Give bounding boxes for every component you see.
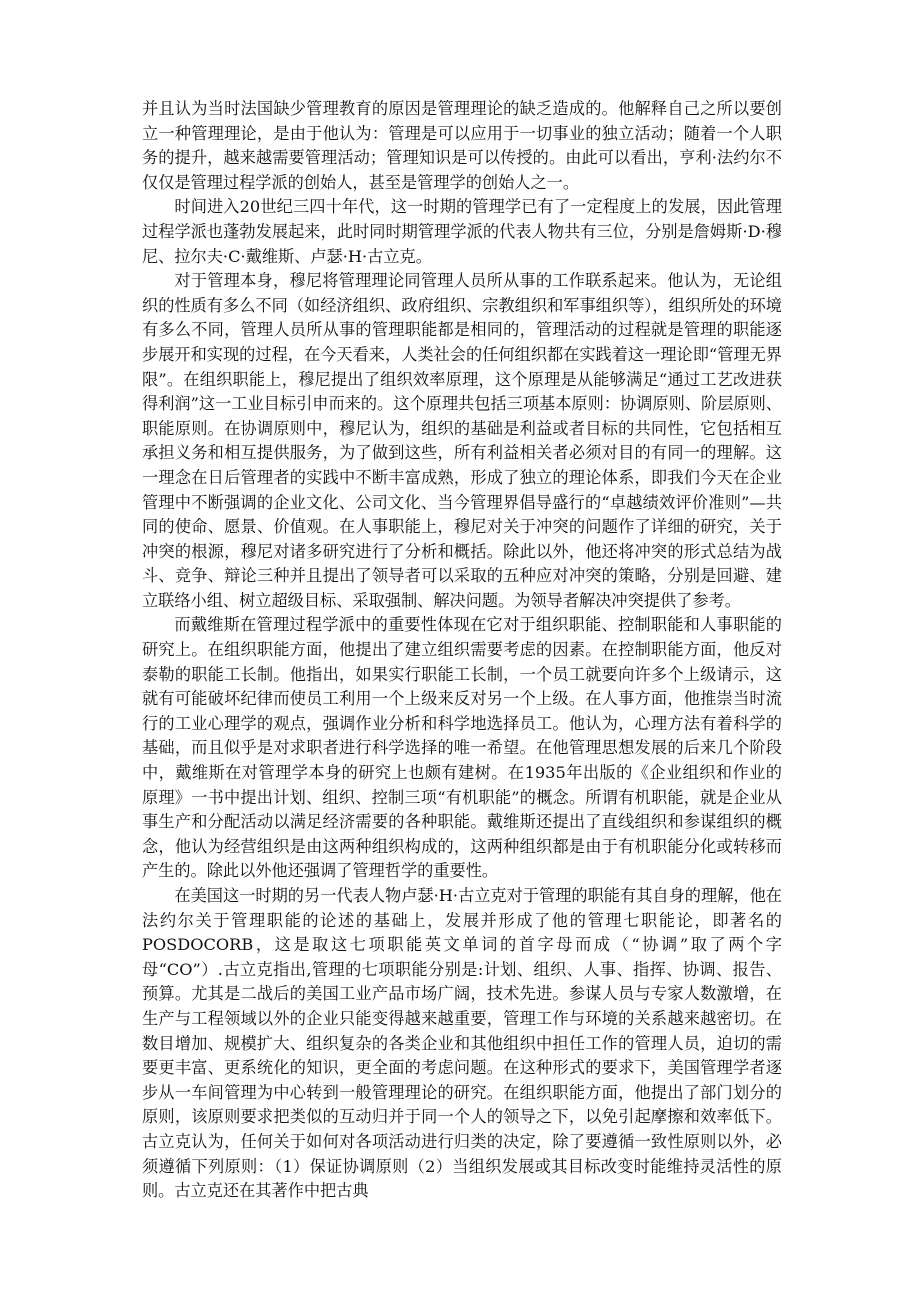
- document-page: [142, 97, 782, 1204]
- paragraph-fayol-conclusion: 并且认为当时法国缺少管理教育的原因是管理理论的缺乏造成的。他解释自己之所以要创立一种管理理论，是由于他认为：管理是可以应用于一切事业的独立活动；随着一个人职务的提升，越来越需要管理活动；管理知识是可以传授的。由此可以看出，亨利·法约尔不仅仅是管理过程学派的创始人，甚至是管理学的创始人之一。: [142, 99, 782, 192]
- paragraph-1930s-representatives: 时间进入20世纪三四十年代，这一时期的管理学已有了一定程度上的发展，因此管理过程学派也蓬勃发展起来，此时同时期管理学派的代表人物共有三位，分别是詹姆斯·D·穆尼、拉尔夫·C·戴维斯、卢瑟·H·古立克。: [142, 197, 782, 266]
- paragraph-gulick: 在美国这一时期的另一代表人物卢瑟·H·古立克对于管理的职能有其自身的理解，他在法约尔关于管理职能的论述的基础上，发展并形成了他的管理七职能论，即著名的POSDOCORB，这是取这七项职能英文单词的首字母而成（“协调”取了两个字母“CO”）.古立克指出,管理的七项职能分别是:计划、组织、人事、指挥、协调、报告、预算。尤其是二战后的美国工业产品市场广阔，技术先进。参谋人员与专家人数激增，在生产与工程领域以外的企业只能变得越来越重要，管理工作与环境的关系越来越密切。在数目增加、规模扩大、组织复杂的各类企业和其他组织中担任工作的管理人员，迫切的需要更丰富、更系统化的知识，更全面的考虑问题。在这种形式的要求下，美国管理学者逐步从一车间管理为中心转到一般管理理论的研究。在组织职能方面，他提出了部门划分的原则，该原则要求把类似的互动归并于同一个人的领导之下，以免引起摩擦和效率低下。古立克认为，任何关于如何对各项活动进行归类的决定，除了要遵循一致性原则以外，必须遵循下列原则：（1）保证协调原则（2）当组织发展或其目标改变时能维持灵活性的原则。古立克还在其著作中把古典: [142, 886, 782, 1201]
- paragraph-mooney: 对于管理本身，穆尼将管理理论同管理人员所从事的工作联系起来。他认为，无论组织的性质有多么不同（如经济组织、政府组织、宗教组织和军事组织等），组织所处的环境有多么不同，管理人员所从事的管理职能都是相同的，管理活动的过程就是管理的职能逐步展开和实现的过程，在今天看来，人类社会的任何组织都在实践着这一理论即“管理无界限”。在组织职能上，穆尼提出了组织效率原理，这个原理是从能够满足“通过工艺改进获得利润”这一工业目标引申而来的。这个原理共包括三项基本原则：协调原则、阶层原则、职能原则。在协调原则中，穆尼认为，组织的基础是利益或者目标的共同性，它包括相互承担义务和相互提供服务，为了做到这些，所有利益相关者必须对目的有同一的理解。这一理念在日后管理者的实践中不断丰富成熟，形成了独立的理论体系，即我们今天在企业管理中不断强调的企业文化、公司文化、当今管理界倡导盛行的“卓越绩效评价准则”—共同的使命、愿景、价值观。在人事职能上，穆尼对关于冲突的问题作了详细的研究，关于冲突的根源，穆尼对诸多研究进行了分析和概括。除此以外，他还将冲突的形式总结为战斗、竞争、辩论三种并且提出了领导者可以采取的五种应对冲突的策略，分别是回避、建立联络小组、树立超级目标、采取强制、解决问题。为领导者解决冲突提供了参考。: [142, 271, 782, 610]
- paragraph-davis: 而戴维斯在管理过程学派中的重要性体现在它对于组织职能、控制职能和人事职能的研究上。在组织职能方面，他提出了建立组织需要考虑的因素。在控制职能方面，他反对泰勒的职能工长制。他指出，如果实行职能工长制，一个员工就要向许多个上级请示，这就有可能破坏纪律而使员工利用一个上级来反对另一个上级。在人事方面，他推崇当时流行的工业心理学的观点，强调作业分析和科学地选择员工。他认为，心理方法有着科学的基础，而且似乎是对求职者进行科学选择的唯一希望。在他管理思想发展的后来几个阶段中，戴维斯在对管理学本身的研究上也颇有建树。在1935年出版的《企业组织和作业的原理》一书中提出计划、组织、控制三项“有机职能”的概念。所谓有机职能，就是企业从事生产和分配活动以满足经济需要的各种职能。戴维斯还提出了直线组织和参谋组织的概念，他认为经营组织是由这两种组织构成的，这两种组织都是由于有机职能分化或转移而产生的。除此以外他还强调了管理哲学的重要性。: [142, 615, 782, 881]
